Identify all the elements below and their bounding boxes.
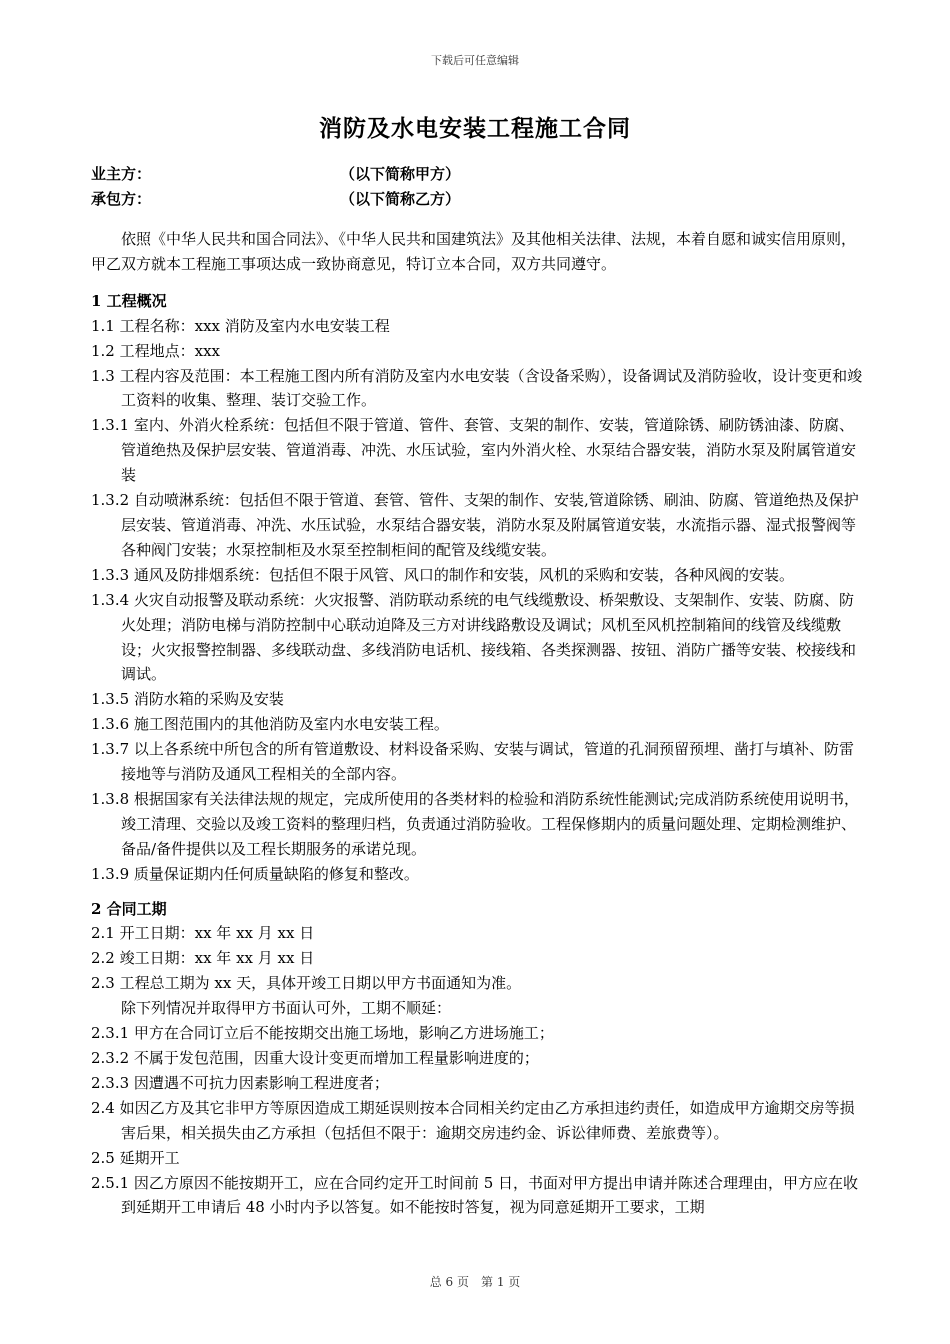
section-heading: 1 工程概况	[91, 291, 167, 310]
contract-body	[91, 227, 867, 1220]
clause: 2.3 工程总工期为 xx 天，具体开竣工日期以甲方书面通知为准。	[91, 974, 522, 993]
page-footer: 总 6 页 第 1 页	[429, 1275, 521, 1289]
owner-note: （以下简称甲方）	[340, 165, 461, 183]
clause: 1.3.2 自动喷淋系统：包括但不限于管道、套管、管件、支架的制作、安装,管道除锈、刷油、防腐、管道绝热及保护层安装、管道消毒、冲洗、水压试验，水泵结合器安装，消防水泵及附属管道安装，水流指示器、湿式报警阀等各种阀门安装；水泵控制柜及水泵至控制柜间的配管及线缆安装。	[91, 491, 859, 559]
clause: 2.5 延期开工	[91, 1148, 180, 1167]
clause: 1.3.5 消防水箱的采购及安装	[91, 690, 284, 709]
clause: 1.1 工程名称：xxx 消防及室内水电安装工程	[91, 316, 390, 335]
clause-note: 除下列情况并取得甲方书面认可外，工期不顺延：	[121, 999, 452, 1018]
clause: 2.5.1 因乙方原因不能按期开工，应在合同约定开工时间前 5 日，书面对甲方提出申请并陈述合理理由，甲方应在收到延期开工申请后 48 小时内予以答复。如不能按时答复，视为同意延期开工要求，工期	[91, 1173, 859, 1217]
clause: 1.3.7 以上各系统中所包含的所有管道敷设、材料设备采购、安装与调试，管道的孔洞预留预埋、凿打与填补、防雷接地等与消防及通风工程相关的全部内容。	[91, 740, 854, 784]
contractor-note: （以下简称乙方）	[340, 190, 461, 208]
clause: 2.4 如因乙方及其它非甲方等原因造成工期延误则按本合同相关约定由乙方承担违约责任，如造成甲方逾期交房等损害后果，相关损失由乙方承担（包括但不限于：逾期交房违约金、诉讼律师费、差旅费等）。	[91, 1098, 855, 1142]
clause: 2.3.3 因遭遇不可抗力因素影响工程进度者；	[91, 1073, 389, 1092]
header-note: 下载后可任意编辑	[431, 54, 519, 67]
clause: 2.2 竣工日期：xx 年 xx 月 xx 日	[91, 949, 315, 968]
clause: 2.1 开工日期：xx 年 xx 月 xx 日	[91, 924, 315, 943]
contractor-label: 承包方：	[91, 190, 152, 208]
clause: 2.3.1 甲方在合同订立后不能按期交出施工场地，影响乙方进场施工；	[91, 1024, 554, 1043]
clause: 1.3.3 通风及防排烟系统：包括但不限于风管、风口的制作和安装，风机的采购和安装，各种风阀的安装。	[91, 565, 794, 584]
clause: 1.3.4 火灾自动报警及联动系统：火灾报警、消防联动系统的电气线缆敷设、桥架敷设、支架制作、安装、防腐、防火处理；消防电梯与消防控制中心联动迫降及三方对讲线路敷设及调试；风机至风机控制箱间的线管及线缆敷设；火灾报警控制器、多线联动盘、多线消防电话机、接线箱、各类探测器、按钮、消防广播等安装、校接线和调试。	[91, 590, 857, 684]
clause: 1.3.9 质量保证期内任何质量缺陷的修复和整改。	[91, 864, 419, 883]
clause: 1.3.6 施工图范围内的其他消防及室内水电安装工程。	[91, 715, 449, 734]
intro-paragraph: 依照《中华人民共和国合同法》、《中华人民共和国建筑法》及其他相关法律、法规，本着自愿和诚实信用原则，甲乙双方就本工程施工事项达成一致协商意见，特订立本合同，双方共同遵守。	[91, 230, 857, 273]
clause: 2.3.2 不属于发包范围，因重大设计变更而增加工程量影响进度的；	[91, 1049, 539, 1067]
clause: 1.3.8 根据国家有关法律法规的规定，完成所使用的各类材料的检验和消防系统性能测试;完成消防系统使用说明书，竣工清理、交验以及竣工资料的整理归档，负责通过消防验收。工程保修期内的质量问题处理、定期检测维护、备品/备件提供以及工程长期服务的承诺兑现。	[91, 789, 859, 858]
clause: 1.3 工程内容及范围：本工程施工图内所有消防及室内水电安装（含设备采购），设备调试及消防验收，设计变更和竣工资料的收集、整理、装订交验工作。	[91, 366, 863, 410]
owner-label: 业主方：	[91, 165, 152, 183]
document-title: 消防及水电安装工程施工合同	[319, 115, 631, 142]
section-heading: 2 合同工期	[91, 899, 167, 918]
clause: 1.3.1 室内、外消火栓系统：包括但不限于管道、管件、套管、支架的制作、安装，管道除锈、刷防锈油漆、防腐、管道绝热及保护层安装、管道消毒、冲洗、水压试验，室内外消火栓、水泵结合器安装，消防水泵及附属管道安装	[91, 416, 857, 485]
clause: 1.2 工程地点：xxx	[91, 341, 221, 360]
